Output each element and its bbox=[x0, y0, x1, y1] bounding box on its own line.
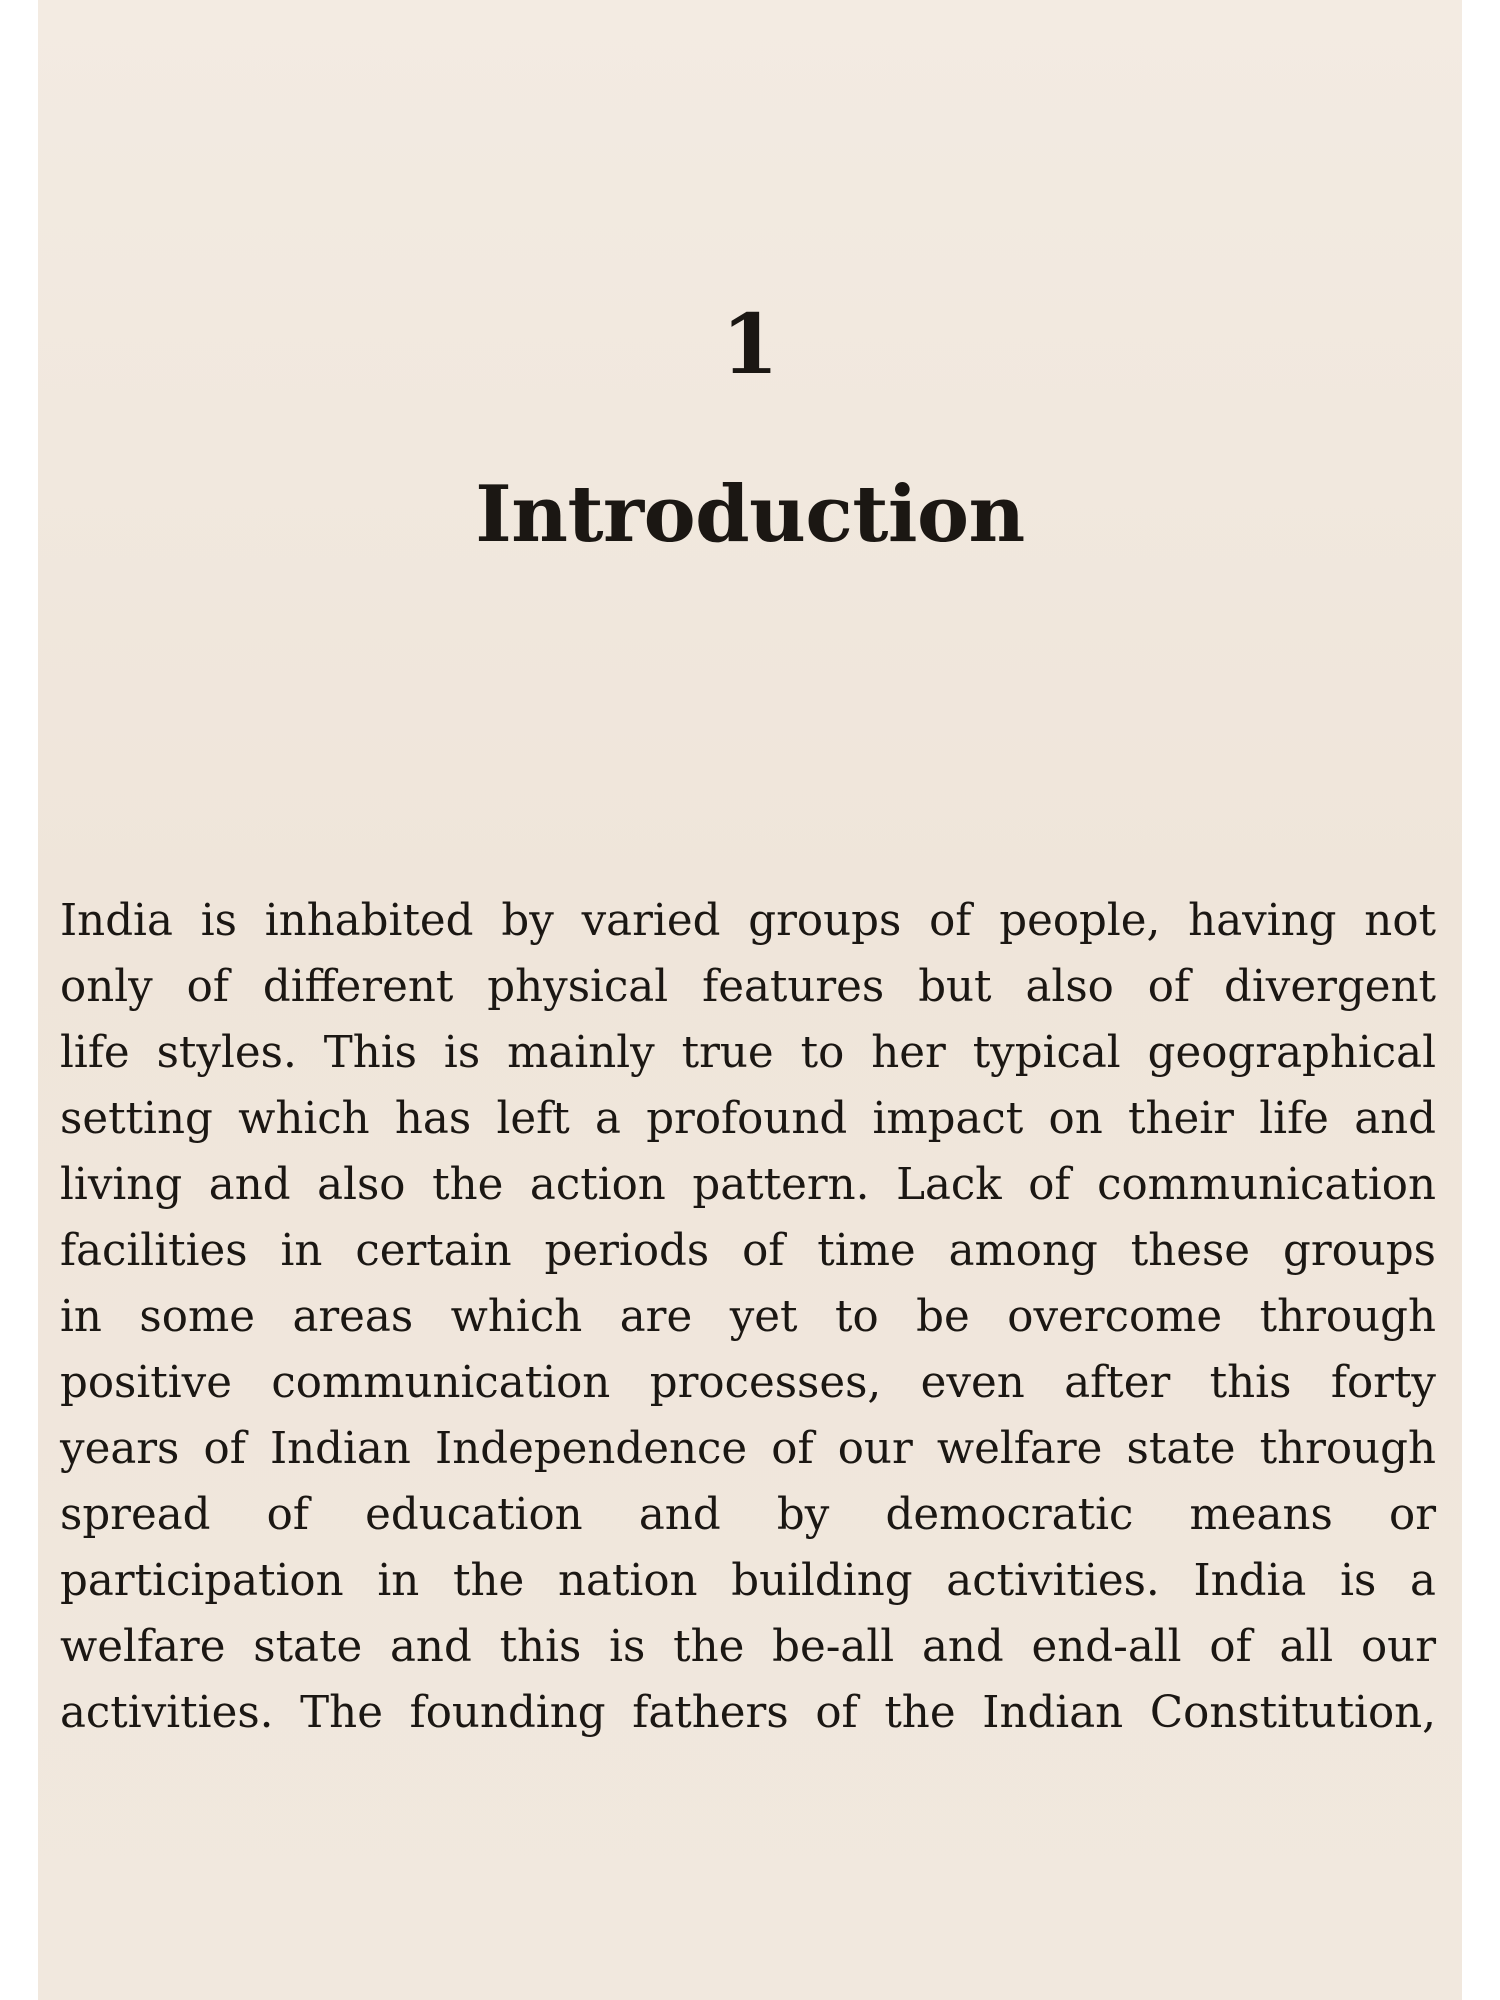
body-line: years of Indian Independence of our welfare state through bbox=[60, 1424, 1436, 1474]
body-paragraph bbox=[60, 888, 1436, 1746]
body-line: living and also the action pattern. Lack of communication bbox=[60, 1160, 1436, 1210]
body-line: welfare state and this is the be-all and end-all of all our bbox=[60, 1622, 1436, 1672]
body-line: life styles. This is mainly true to her typical geographical bbox=[60, 1028, 1436, 1078]
body-line: in some areas which are yet to be overcome through bbox=[60, 1292, 1436, 1342]
body-line: only of different physical features but also of divergent bbox=[60, 962, 1436, 1012]
body-line: spread of education and by democratic means or bbox=[60, 1490, 1436, 1540]
body-line: activities. The founding fathers of the Indian Constitution, bbox=[60, 1688, 1436, 1738]
chapter-title: Introduction bbox=[475, 469, 1025, 560]
body-line: participation in the nation building activities. India is a bbox=[60, 1556, 1436, 1606]
book-page bbox=[38, 0, 1462, 2000]
body-line: India is inhabited by varied groups of people, having not bbox=[60, 896, 1436, 946]
body-line: facilities in certain periods of time among these groups bbox=[60, 1226, 1436, 1276]
chapter-number: 1 bbox=[721, 297, 779, 393]
body-line: setting which has left a profound impact on their life and bbox=[60, 1094, 1436, 1144]
body-line: positive communication processes, even after this forty bbox=[60, 1358, 1436, 1408]
